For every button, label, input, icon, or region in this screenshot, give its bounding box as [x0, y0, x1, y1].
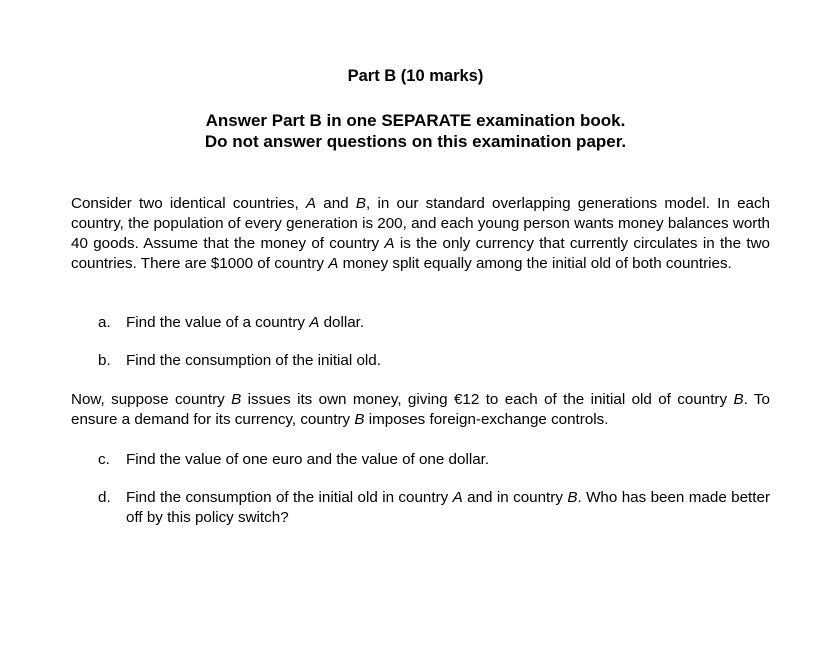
- instruction-line-2: Do not answer questions on this examination paper.: [204, 132, 627, 151]
- question-text: Find the consumption of the initial old in country A and in country B. Who has been made better off by this policy switch?: [126, 489, 771, 526]
- country-a-label: A: [384, 235, 395, 252]
- intro-text: , in our standard overlapping generations model. In each country, the population of every generation is 200, and each young person wants money balances worth 40 goods. Assume that the money of country: [71, 195, 771, 252]
- country-a-label: A: [309, 314, 320, 331]
- question-label: b.: [98, 352, 111, 369]
- question-label: d.: [98, 489, 111, 506]
- question-text: Find the value of a country A dollar.: [126, 314, 365, 331]
- instructions-block: [0, 110, 831, 152]
- intro-text: Consider two identical countries,: [71, 195, 306, 212]
- intro-text: is the only currency that currently circulates in the two countries. There are $1000 of country: [71, 235, 770, 272]
- question-a: [98, 313, 770, 333]
- second-paragraph: Now, suppose country B issues its own money, giving €12 to each of the initial old of country B. To ensure a demand for its currency, country B imposes foreign-exchange controls.: [71, 391, 770, 428]
- question-d: [98, 488, 770, 528]
- country-a-label: A: [328, 255, 339, 272]
- question-c: [98, 450, 770, 470]
- question-text: Find the value of one euro and the value of one dollar.: [126, 451, 490, 468]
- part-title: Part B (10 marks): [347, 67, 484, 85]
- intro-text: money split equally among the initial old of both countries.: [338, 255, 732, 272]
- intro-paragraph: [71, 194, 770, 274]
- instruction-line-1: Answer Part B in one SEPARATE examination book.: [205, 111, 626, 130]
- country-b-label: B: [567, 489, 578, 506]
- country-b-label: B: [231, 391, 242, 408]
- country-b-label: B: [355, 195, 366, 212]
- country-a-label: A: [305, 195, 317, 212]
- question-text: Find the consumption of the initial old.: [126, 352, 381, 369]
- country-a-label: A: [452, 489, 463, 506]
- intro-text: and: [316, 195, 356, 212]
- country-b-label: B: [733, 391, 744, 408]
- question-label: a.: [98, 314, 111, 331]
- question-label: c.: [98, 451, 110, 468]
- question-b: [98, 351, 770, 371]
- country-b-label: B: [354, 411, 365, 428]
